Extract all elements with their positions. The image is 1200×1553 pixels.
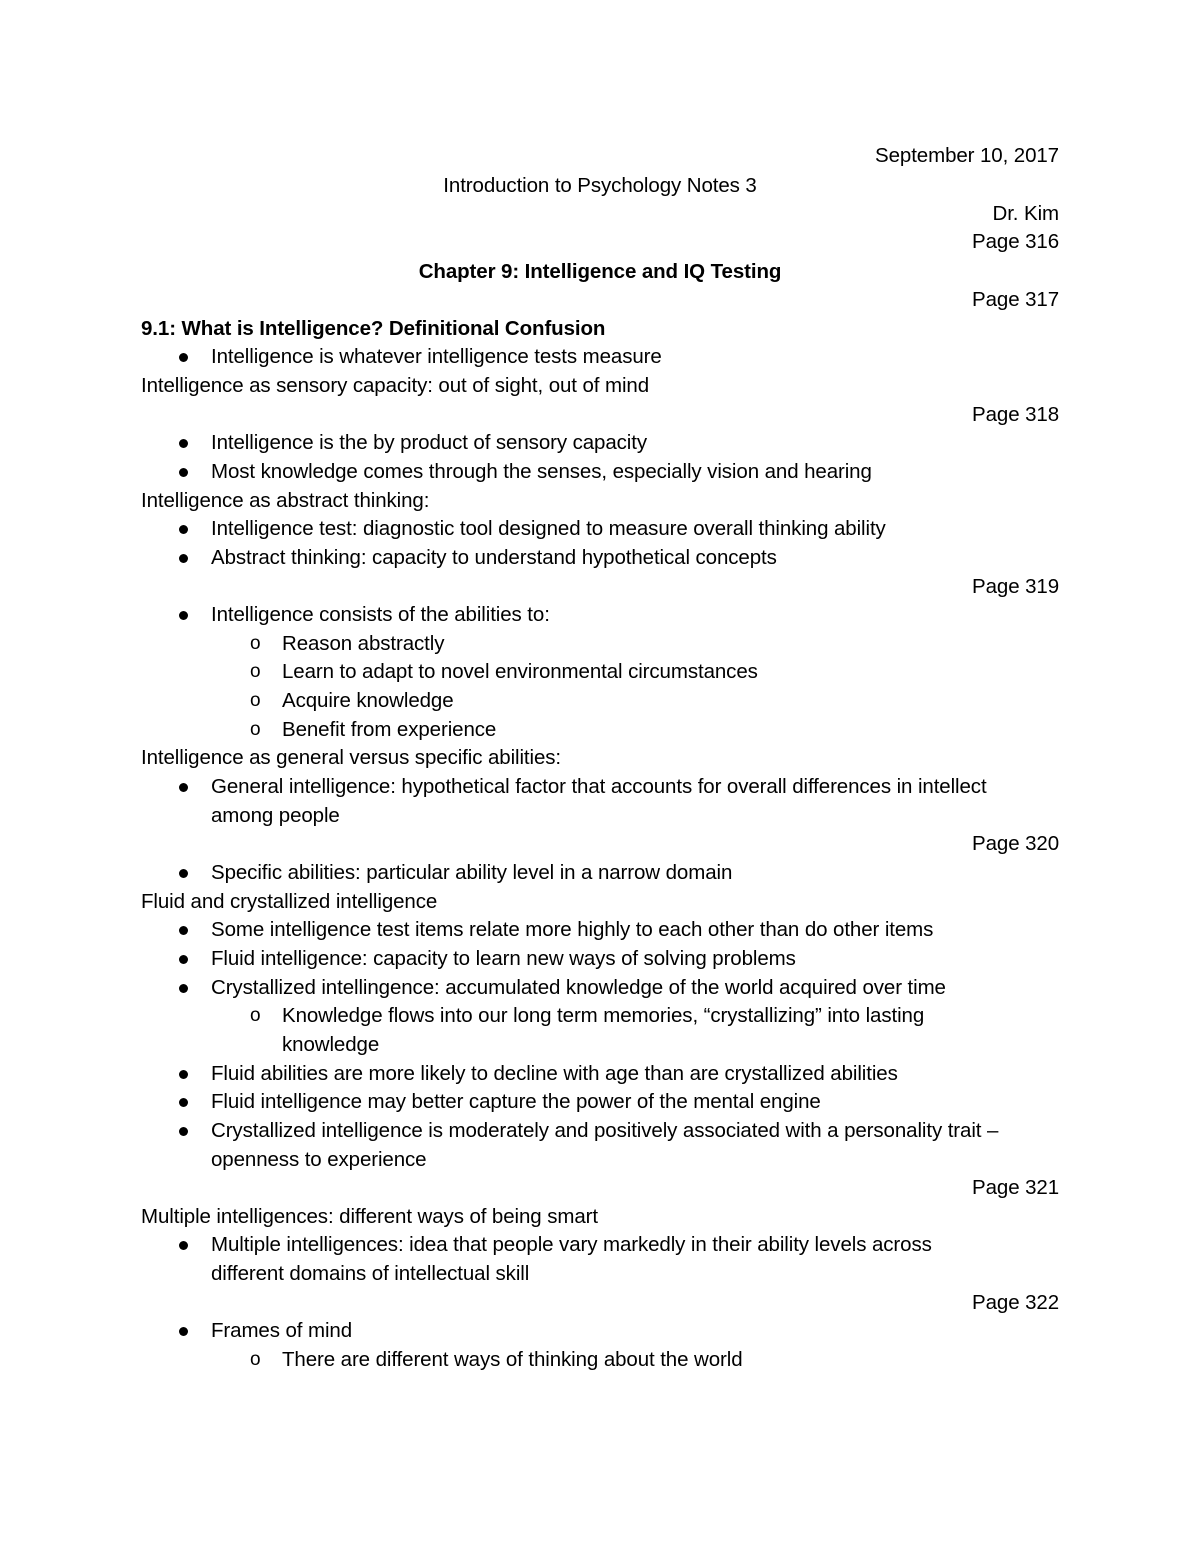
bullet-item: Fluid abilities are more likely to decline with age than are crystallized abilities bbox=[211, 1062, 898, 1085]
bullet-dot-icon bbox=[179, 783, 188, 792]
bullet-item-continuation: openness to experience bbox=[211, 1148, 427, 1171]
bullet-dot-icon bbox=[179, 869, 188, 878]
page-reference: Page 316 bbox=[972, 230, 1059, 253]
bullet-dot-icon bbox=[179, 611, 188, 620]
bullet-dot-icon bbox=[179, 353, 188, 362]
bullet-item-continuation: different domains of intellectual skill bbox=[211, 1262, 530, 1285]
bullet-dot-icon bbox=[179, 525, 188, 534]
sub-bullet-item: Benefit from experience bbox=[282, 718, 497, 741]
document-date: September 10, 2017 bbox=[875, 144, 1059, 167]
topic-heading: Intelligence as sensory capacity: out of sight, out of mind bbox=[141, 374, 650, 397]
sub-bullet-item-continuation: knowledge bbox=[282, 1033, 380, 1056]
bullet-circle-icon: o bbox=[250, 690, 261, 711]
sub-bullet-item: Learn to adapt to novel environmental circumstances bbox=[282, 660, 758, 683]
bullet-item: Intelligence is the by product of sensory capacity bbox=[211, 431, 647, 454]
page-reference: Page 321 bbox=[972, 1176, 1059, 1199]
bullet-dot-icon bbox=[179, 1127, 188, 1136]
bullet-dot-icon bbox=[179, 984, 188, 993]
bullet-item: Specific abilities: particular ability level in a narrow domain bbox=[211, 861, 733, 884]
topic-heading: Multiple intelligences: different ways of being smart bbox=[141, 1205, 598, 1228]
bullet-circle-icon: o bbox=[250, 661, 261, 682]
page-reference: Page 317 bbox=[972, 288, 1059, 311]
page-reference: Page 320 bbox=[972, 832, 1059, 855]
bullet-dot-icon bbox=[179, 1098, 188, 1107]
bullet-dot-icon bbox=[179, 554, 188, 563]
bullet-circle-icon: o bbox=[250, 1349, 261, 1370]
chapter-heading: Chapter 9: Intelligence and IQ Testing bbox=[418, 260, 782, 283]
bullet-item: Fluid intelligence: capacity to learn new ways of solving problems bbox=[211, 947, 796, 970]
bullet-dot-icon bbox=[179, 926, 188, 935]
bullet-item: Intelligence is whatever intelligence tests measure bbox=[211, 345, 662, 368]
document-title: Introduction to Psychology Notes 3 bbox=[443, 174, 757, 197]
bullet-dot-icon bbox=[179, 955, 188, 964]
bullet-item: Intelligence consists of the abilities to: bbox=[211, 603, 550, 626]
topic-heading: Intelligence as abstract thinking: bbox=[141, 489, 430, 512]
bullet-circle-icon: o bbox=[250, 1005, 261, 1026]
bullet-item: Intelligence test: diagnostic tool designed to measure overall thinking ability bbox=[211, 517, 886, 540]
page-reference: Page 318 bbox=[972, 403, 1059, 426]
bullet-item: Most knowledge comes through the senses, especially vision and hearing bbox=[211, 460, 872, 483]
sub-bullet-item: Acquire knowledge bbox=[282, 689, 454, 712]
bullet-item: Abstract thinking: capacity to understand hypothetical concepts bbox=[211, 546, 777, 569]
bullet-dot-icon bbox=[179, 1070, 188, 1079]
bullet-item: Crystallized intellingence: accumulated knowledge of the world acquired over time bbox=[211, 976, 946, 999]
sub-bullet-item: There are different ways of thinking about the world bbox=[282, 1348, 743, 1371]
bullet-item: Frames of mind bbox=[211, 1319, 352, 1342]
bullet-item: General intelligence: hypothetical factor that accounts for overall differences in intellect bbox=[211, 775, 987, 798]
page-reference: Page 319 bbox=[972, 575, 1059, 598]
bullet-circle-icon: o bbox=[250, 719, 261, 740]
bullet-dot-icon bbox=[179, 1327, 188, 1336]
bullet-item: Multiple intelligences: idea that people vary markedly in their ability levels across bbox=[211, 1233, 932, 1256]
bullet-dot-icon bbox=[179, 1241, 188, 1250]
bullet-circle-icon: o bbox=[250, 633, 261, 654]
topic-heading: Intelligence as general versus specific abilities: bbox=[141, 746, 562, 769]
bullet-item: Fluid intelligence may better capture the power of the mental engine bbox=[211, 1090, 821, 1113]
sub-bullet-item: Knowledge flows into our long term memories, “crystallizing” into lasting bbox=[282, 1004, 925, 1027]
bullet-item: Crystallized intelligence is moderately and positively associated with a personality trait – bbox=[211, 1119, 999, 1142]
topic-heading: Fluid and crystallized intelligence bbox=[141, 890, 438, 913]
document-author: Dr. Kim bbox=[992, 202, 1059, 225]
sub-bullet-item: Reason abstractly bbox=[282, 632, 445, 655]
bullet-dot-icon bbox=[179, 439, 188, 448]
bullet-item-continuation: among people bbox=[211, 804, 340, 827]
bullet-item: Some intelligence test items relate more highly to each other than do other items bbox=[211, 918, 934, 941]
section-heading: 9.1: What is Intelligence? Definitional Confusion bbox=[141, 317, 606, 340]
page-reference: Page 322 bbox=[972, 1291, 1059, 1314]
bullet-dot-icon bbox=[179, 468, 188, 477]
